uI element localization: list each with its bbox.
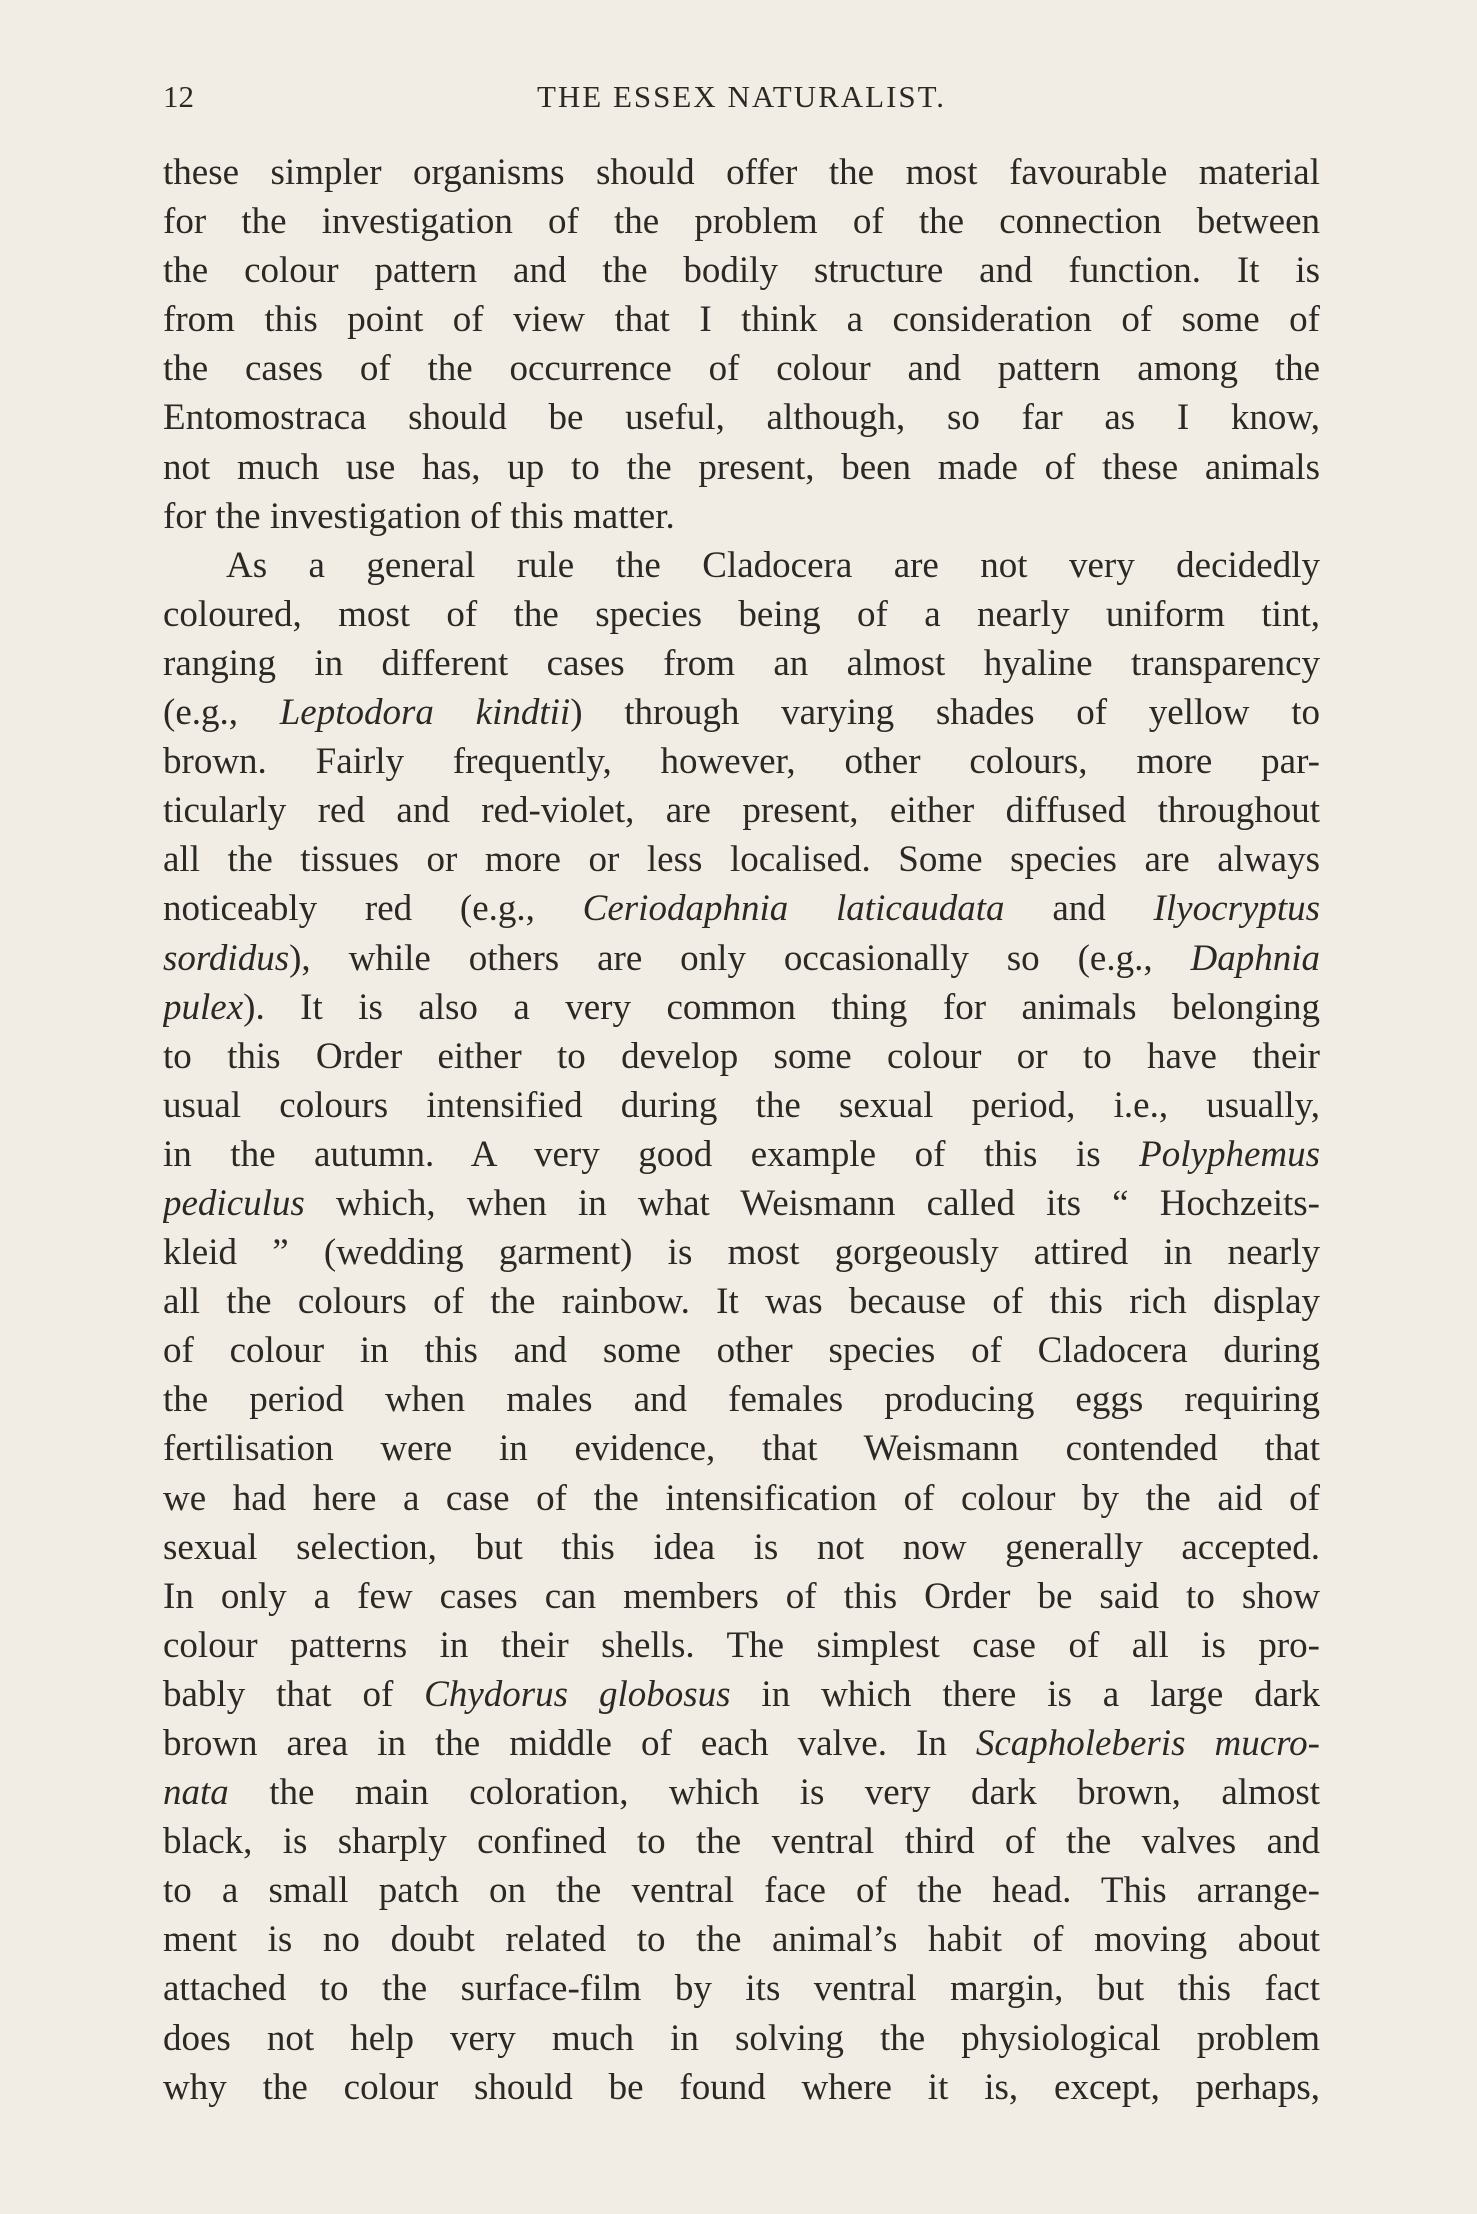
text-line (163, 1130, 1320, 1179)
text-line (163, 835, 1320, 884)
text-line (163, 1326, 1320, 1375)
page-number: 12 (163, 79, 194, 114)
text-segment: brown. Fairly frequently, however, other colours, more par- (163, 741, 1320, 783)
italic-text: Leptodora kindtii (279, 692, 571, 734)
body-text (163, 148, 1320, 2112)
text-segment: which, when in what Weismann called its “ Hochzeits- (304, 1182, 1320, 1224)
text-segment: from this point of view that I think a consideration of some of (163, 299, 1320, 341)
text-line (163, 1032, 1320, 1081)
text-segment: usual colours intensified during the sexual period, i.e., usually, (163, 1084, 1320, 1126)
text-segment: of colour in this and some other species of Cladocera during (163, 1330, 1320, 1372)
text-segment: the period when males and females producing eggs requiring (163, 1379, 1320, 1421)
text-line (163, 197, 1320, 246)
running-head: THE ESSEX NATURALIST. (536, 79, 947, 114)
text-segment: colour patterns in their shells. The simplest case of all is pro- (163, 1624, 1320, 1666)
text-line (163, 1572, 1320, 1621)
text-line (163, 1228, 1320, 1277)
text-line (163, 246, 1320, 295)
text-segment: Entomostraca should be useful, although, so far as I know, (163, 397, 1320, 439)
text-segment: As a general rule the Cladocera are not very decidedly (226, 544, 1320, 586)
text-line (163, 639, 1320, 688)
italic-text: nata (163, 1772, 229, 1814)
text-line (163, 492, 1320, 541)
text-segment: does not help very much in solving the physiological problem (163, 2017, 1320, 2059)
text-line (163, 884, 1320, 933)
text-line (163, 148, 1320, 197)
text-segment: kleid ” (wedding garment) is most gorgeously attired in nearly (163, 1232, 1320, 1274)
text-line (163, 541, 1320, 590)
text-segment: for the investigation of the problem of the connection between (163, 201, 1320, 243)
text-segment: for the investigation of this matter. (163, 495, 675, 537)
text-segment: brown area in the middle of each valve. In (163, 1723, 976, 1764)
text-segment: the cases of the occurrence of colour and pattern among the (163, 348, 1320, 390)
text-line (163, 1277, 1320, 1326)
text-line (163, 737, 1320, 786)
text-segment: coloured, most of the species being of a nearly uniform tint, (163, 593, 1320, 635)
text-segment: all the colours of the rainbow. It was because of this rich display (163, 1281, 1320, 1323)
text-segment: black, is sharply confined to the ventral third of the valves and (163, 1821, 1320, 1863)
text-line (163, 393, 1320, 442)
text-line (163, 590, 1320, 639)
text-segment: ticularly red and red-violet, are present, either diffused throughout (163, 790, 1320, 832)
text-segment: in which there is a large dark (730, 1673, 1320, 1715)
text-segment: (e.g., (163, 692, 280, 734)
text-line (163, 1424, 1320, 1473)
text-segment: ) through varying shades of yellow to (570, 692, 1320, 734)
text-line (163, 295, 1320, 344)
italic-text: pulex (163, 986, 244, 1028)
text-segment: ment is no doubt related to the animal’s habit of moving about (163, 1919, 1320, 1961)
text-line (163, 1719, 1320, 1768)
text-segment: these simpler organisms should offer the most favourable material (163, 152, 1320, 193)
text-line (163, 1474, 1320, 1523)
text-segment: in the autumn. A very good example of this is (163, 1133, 1140, 1175)
text-line (163, 688, 1320, 737)
text-line (163, 1817, 1320, 1866)
text-line (163, 1523, 1320, 1572)
text-segment: the main coloration, which is very dark brown, almost (228, 1772, 1320, 1814)
page-header (163, 72, 1320, 122)
italic-text: Daphnia (1190, 937, 1320, 979)
text-line (163, 1621, 1320, 1670)
text-segment: and (1004, 888, 1154, 930)
text-line (163, 934, 1320, 983)
text-segment: noticeably red (e.g., (163, 888, 583, 930)
text-segment: the colour pattern and the bodily structure and function. It is (163, 250, 1320, 292)
text-segment: to this Order either to develop some colour or to have their (163, 1035, 1320, 1077)
text-line (163, 1866, 1320, 1915)
italic-text: pediculus (163, 1182, 305, 1224)
text-segment: sexual selection, but this idea is not now generally accepted. (163, 1526, 1320, 1568)
text-segment: why the colour should be found where it is, except, perhaps, (163, 2066, 1320, 2108)
text-line (163, 983, 1320, 1032)
text-line (163, 1179, 1320, 1228)
italic-text: Chydorus globosus (424, 1673, 731, 1715)
italic-text: Polyphemus (1139, 1133, 1320, 1175)
italic-text: sordidus (163, 937, 290, 979)
text-line (163, 1964, 1320, 2013)
text-line (163, 1768, 1320, 1817)
text-segment: In only a few cases can members of this Order be said to show (163, 1575, 1320, 1617)
text-line (163, 1670, 1320, 1719)
italic-text: Scapholeberis mucro- (975, 1723, 1320, 1764)
text-segment: ). It is also a very common thing for animals belonging (243, 986, 1320, 1028)
text-segment: to a small patch on the ventral face of the head. This arrange- (163, 1870, 1320, 1912)
text-segment: fertilisation were in evidence, that Weismann contended that (163, 1428, 1320, 1470)
italic-text: Ilyocryptus (1153, 888, 1320, 930)
text-line (163, 1081, 1320, 1130)
text-segment: all the tissues or more or less localised. Some species are always (163, 839, 1320, 881)
italic-text: Ceriodaphnia laticaudata (582, 888, 1005, 930)
text-line (163, 344, 1320, 393)
text-segment: we had here a case of the intensification of colour by the aid of (163, 1477, 1320, 1519)
text-segment: bably that of (163, 1673, 425, 1715)
text-line (163, 786, 1320, 835)
text-segment: ), while others are only occasionally so (e.g., (289, 937, 1191, 979)
text-segment: attached to the surface-film by its ventral margin, but this fact (163, 1968, 1320, 2010)
text-segment: ranging in different cases from an almost hyaline transparency (163, 642, 1320, 684)
text-line (163, 1375, 1320, 1424)
text-line (163, 443, 1320, 492)
text-line (163, 1915, 1320, 1964)
text-segment: not much use has, up to the present, been made of these animals (163, 446, 1320, 488)
text-line (163, 2014, 1320, 2063)
text-line (163, 2063, 1320, 2112)
